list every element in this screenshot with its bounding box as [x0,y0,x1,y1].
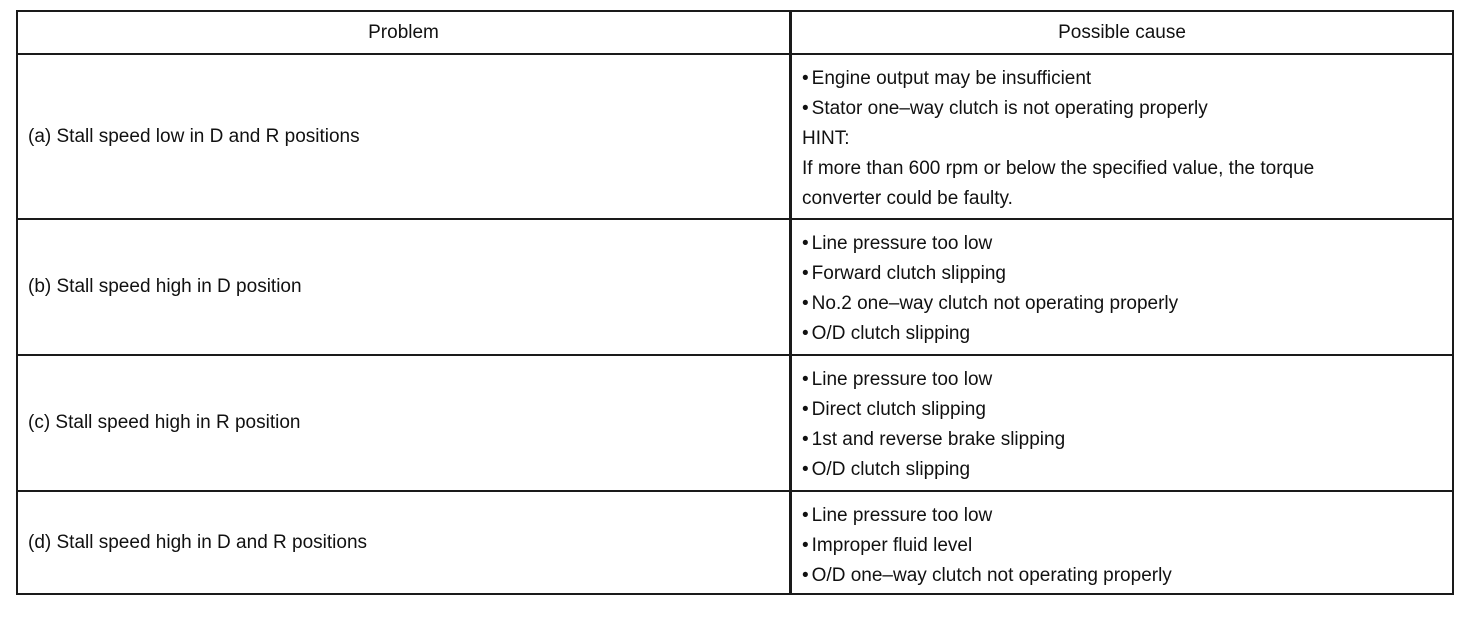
table-row [18,490,1452,593]
cause-item: • Line pressure too low [802,229,1452,259]
problem-cell: (b) Stall speed high in D position [18,220,792,354]
table-header-row [18,12,1452,53]
table-row [18,354,1452,490]
cause-item: • 1st and reverse brake slipping [802,425,1452,455]
hint-label: HINT: [802,128,850,149]
cause-cell [792,492,1452,593]
cause-item: • Line pressure too low [802,501,1452,531]
cause-item: • Direct clutch slipping [802,395,1452,425]
problem-cell: (a) Stall speed low in D and R positions [18,55,792,218]
table-row [18,218,1452,354]
table-row [18,53,1452,218]
cause-item: • Improper fluid level [802,531,1452,561]
cause-item: • O/D one–way clutch not operating properly [802,561,1452,591]
cause-item: • O/D clutch slipping [802,319,1452,349]
cause-item: • No.2 one–way clutch not operating properly [802,289,1452,319]
cause-item: • Stator one–way clutch is not operating properly [802,94,1452,124]
cause-item: • Engine output may be insufficient [802,64,1452,94]
header-problem: Problem [18,12,792,53]
troubleshooting-table [16,10,1454,595]
cause-item: • Forward clutch slipping [802,259,1452,289]
hint-text: converter could be faulty. [802,188,1013,209]
problem-cell: (d) Stall speed high in D and R positions [18,492,792,593]
problem-cell: (c) Stall speed high in R position [18,356,792,490]
cause-item: • Line pressure too low [802,365,1452,395]
hint-text: If more than 600 rpm or below the specified value, the torque [802,158,1315,179]
cause-item: • O/D clutch slipping [802,455,1452,485]
cause-cell [792,220,1452,354]
header-possible-cause: Possible cause [1058,21,1186,43]
cause-cell [792,356,1452,490]
cause-cell [792,55,1452,218]
